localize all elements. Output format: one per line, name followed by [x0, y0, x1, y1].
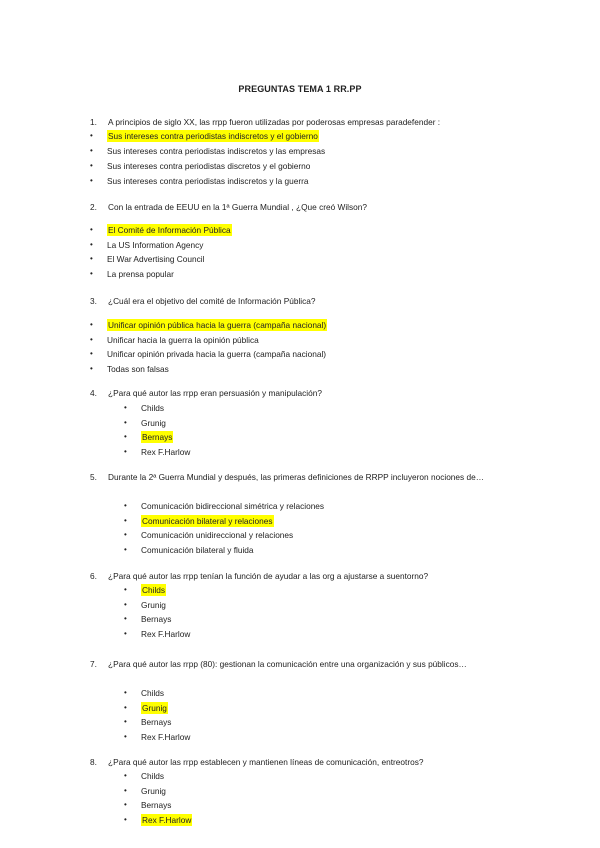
- bullet-icon: •: [124, 629, 127, 639]
- bullet-icon: •: [90, 131, 93, 140]
- answer-text: Childs: [141, 403, 165, 413]
- bullet-icon: •: [90, 349, 93, 358]
- correct-answer-text: Childs: [142, 585, 166, 595]
- bullet-icon: •: [124, 403, 127, 412]
- bullet-icon: •: [124, 417, 127, 427]
- answer-text: Bernays: [141, 717, 172, 728]
- correct-answer-text: Sus intereses contra periodistas indiscretos y el gobierno: [108, 131, 318, 141]
- question-4: [90, 386, 510, 401]
- bullet-icon: •: [124, 717, 127, 727]
- bullet-icon: •: [124, 545, 127, 555]
- bullet-icon: •: [124, 785, 127, 795]
- question-text: ¿Para qué autor las rrpp tenían la función de ayudar a las org a ajustarse a suentorno?: [108, 571, 429, 581]
- question-number: 6.: [90, 571, 97, 581]
- answer-text: Rex F.Harlow: [141, 447, 191, 458]
- answer-text: Bernays: [141, 800, 172, 811]
- answer-text: Unificar hacia la guerra la opinión pública: [107, 334, 259, 345]
- bullet-icon: •: [124, 702, 127, 712]
- bullet-icon: •: [124, 732, 127, 742]
- question-7: [90, 657, 510, 672]
- question-number: 8.: [90, 757, 97, 767]
- bullet-icon: •: [90, 176, 93, 185]
- bullet-icon: •: [124, 501, 127, 510]
- question-2: [90, 200, 510, 215]
- correct-answer-text: El Comité de Información Pública: [108, 225, 231, 235]
- answer-text: Comunicación unidireccional y relaciones: [141, 530, 294, 541]
- question-number: 4.: [90, 388, 97, 398]
- question-text: A principios de siglo XX, las rrpp fueron utilizadas por poderosas empresas paradefender :: [108, 117, 441, 127]
- answer-text: Comunicación bilateral y fluida: [141, 545, 254, 556]
- answer-text: Unificar opinión privada hacia la guerra (campaña nacional): [107, 349, 327, 359]
- question-text: Durante la 2ª Guerra Mundial y después, las primeras definiciones de RRPP incluyeron nociones de…: [108, 472, 485, 482]
- bullet-icon: •: [124, 815, 127, 825]
- answer-text: Childs: [141, 688, 165, 698]
- bullet-icon: •: [124, 688, 127, 697]
- answer-text: El War Advertising Council: [107, 254, 205, 265]
- bullet-icon: •: [124, 585, 127, 594]
- question-text: ¿Para qué autor las rrpp eran persuasión y manipulación?: [108, 388, 322, 398]
- answer-text: Rex F.Harlow: [141, 629, 191, 640]
- question-text: ¿Para qué autor las rrpp establecen y mantienen líneas de comunicación, entreotros?: [108, 757, 424, 767]
- question-3: [90, 294, 510, 309]
- question-1: [90, 115, 510, 130]
- bullet-icon: •: [90, 225, 93, 234]
- answer-text: Childs: [141, 771, 165, 781]
- correct-answer-text: Bernays: [142, 432, 173, 443]
- answer-text: Rex F.Harlow: [141, 732, 191, 743]
- answer-text: La US Information Agency: [107, 239, 204, 250]
- page-title: PREGUNTAS TEMA 1 RR.PP: [238, 84, 362, 94]
- bullet-icon: •: [124, 599, 127, 609]
- answer-text: Grunig: [141, 417, 166, 428]
- bullet-icon: •: [90, 239, 93, 249]
- answer-text: Comunicación bidireccional simétrica y relaciones: [141, 501, 325, 511]
- bullet-icon: •: [90, 254, 93, 264]
- question-number: 2.: [90, 202, 97, 212]
- bullet-icon: •: [90, 334, 93, 344]
- bullet-icon: •: [124, 447, 127, 457]
- question-number: 1.: [90, 117, 97, 127]
- answer-text: Todas son falsas: [107, 363, 169, 374]
- bullet-icon: •: [90, 363, 93, 373]
- bullet-icon: •: [90, 161, 93, 170]
- question-5: [90, 470, 510, 485]
- answer-text: Grunig: [141, 599, 166, 610]
- question-8: [90, 755, 510, 770]
- correct-answer-text: Rex F.Harlow: [142, 815, 192, 826]
- bullet-icon: •: [124, 771, 127, 780]
- correct-answer-text: Unificar opinión pública hacia la guerra (campaña nacional): [108, 320, 327, 330]
- bullet-icon: •: [90, 269, 93, 279]
- bullet-icon: •: [124, 530, 127, 540]
- correct-answer-text: Grunig: [142, 702, 167, 713]
- question-number: 7.: [90, 659, 97, 669]
- bullet-icon: •: [124, 800, 127, 810]
- answer-text: La prensa popular: [107, 269, 174, 280]
- question-number: 3.: [90, 296, 97, 306]
- correct-answer-text: Comunicación bilateral y relaciones: [142, 515, 273, 526]
- bullet-icon: •: [124, 614, 127, 624]
- answer-text: Bernays: [141, 614, 172, 625]
- question-text: ¿Cuál era el objetivo del comité de Información Pública?: [108, 296, 316, 306]
- answer-text: Grunig: [141, 785, 166, 796]
- bullet-icon: •: [124, 515, 127, 525]
- bullet-icon: •: [90, 320, 93, 329]
- question-text: Con la entrada de EEUU en la 1ª Guerra Mundial , ¿Que creó Wilson?: [108, 202, 368, 212]
- answer-text: Sus intereses contra periodistas indiscretos y la guerra: [107, 176, 309, 186]
- question-6: [90, 569, 510, 584]
- question-number: 5.: [90, 472, 97, 482]
- answer-text: Sus intereses contra periodistas discretos y el gobierno: [107, 161, 311, 171]
- bullet-icon: •: [90, 146, 93, 155]
- answer-text: Sus intereses contra periodistas indiscretos y las empresas: [107, 146, 326, 156]
- bullet-icon: •: [124, 432, 127, 442]
- question-text: ¿Para qué autor las rrpp (80): gestionan la comunicación entre una organización y sus públicos…: [108, 659, 467, 669]
